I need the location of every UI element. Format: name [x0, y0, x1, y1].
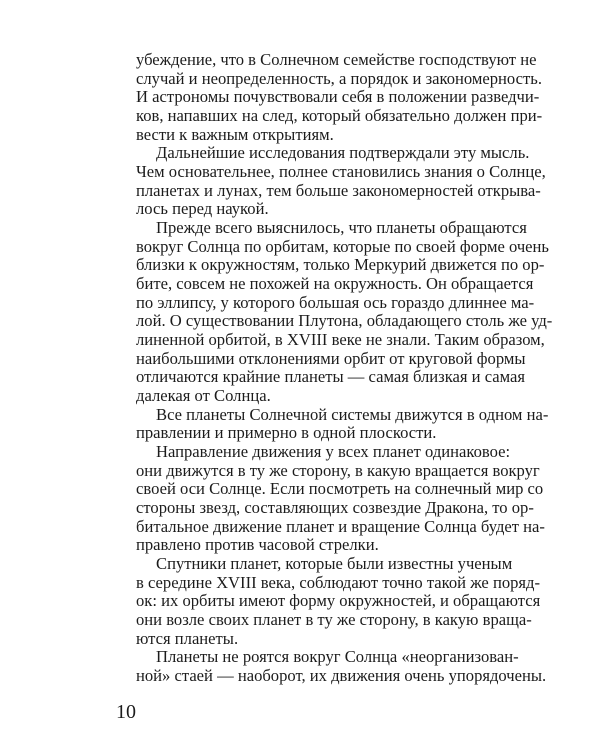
text-line: в середине XVIII века, соблюдают точно такой же поряд- — [136, 573, 541, 592]
text-line: своей оси Солнце. Если посмотреть на солнечный мир со — [136, 479, 544, 498]
text-line: Направление движения у всех планет одинаковое: — [156, 442, 511, 461]
text-line: ются планеты. — [136, 629, 239, 648]
text-line: Чем основательнее, полнее становились знания о Солнце, — [136, 162, 546, 181]
text-line: ок: их орбиты имеют форму окружностей, и обращаются — [136, 591, 541, 610]
text-line: стороны звезд, составляющих созвездие Дракона, то ор- — [136, 498, 534, 517]
text-line: правлено против часовой стрелки. — [136, 535, 379, 554]
text-line: лой. О существовании Плутона, обладающего столь же уд- — [136, 311, 553, 330]
text-line: И астрономы почувствовали себя в положении разведчи- — [136, 87, 540, 106]
text-line: убеждение, что в Солнечном семействе господствуют не — [136, 50, 537, 69]
text-line: бите, совсем не похожей на окружность. Он обращается — [136, 274, 534, 293]
text-line: близки к окружностям, только Меркурий движется по ор- — [136, 255, 545, 274]
text-line: Спутники планет, которые были известны ученым — [156, 554, 513, 573]
text-line: Дальнейшие исследования подтверждали эту мысль. — [156, 143, 530, 162]
text-line: правлении и примерно в одной плоскости. — [136, 423, 437, 442]
text-line: наибольшими отклонениями орбит от круговой формы — [136, 349, 526, 368]
text-line: вокруг Солнца по орбитам, которые по своей форме очень — [136, 237, 549, 256]
text-line: они движутся в ту же сторону, в какую вращается вокруг — [136, 461, 540, 480]
page-number: 10 — [116, 701, 136, 723]
text-line: случай и неопределенность, а порядок и закономерность. — [136, 69, 542, 88]
text-line: ков, напавших на след, который обязательно должен при- — [136, 106, 543, 125]
text-line: отличаются крайние планеты — самая близкая и самая — [136, 367, 526, 386]
text-line: битальное движение планет и вращение Солнца будет на- — [136, 517, 545, 536]
text-line: Все планеты Солнечной системы движутся в одном на- — [156, 405, 549, 424]
text-line: ной» стаей — наоборот, их движения очень упорядочены. — [136, 666, 547, 685]
text-line: Прежде всего выяснилось, что планеты обращаются — [156, 218, 527, 237]
text-line: линенной орбитой, в XVIII веке не знали. Таким образом, — [136, 330, 545, 349]
text-line: по эллипсу, у которого большая ось гораздо длиннее ма- — [136, 293, 535, 312]
text-line: далекая от Солнца. — [136, 386, 271, 405]
text-line: Планеты не роятся вокруг Солнца «неорганизован- — [156, 647, 519, 666]
text-line: лось перед наукой. — [136, 199, 269, 218]
text-line: планетах и лунах, тем больше закономерностей открыва- — [136, 181, 541, 200]
text-line: вести к важным открытиям. — [136, 125, 334, 144]
text-line: они возле своих планет в ту же сторону, в какую враща- — [136, 610, 532, 629]
